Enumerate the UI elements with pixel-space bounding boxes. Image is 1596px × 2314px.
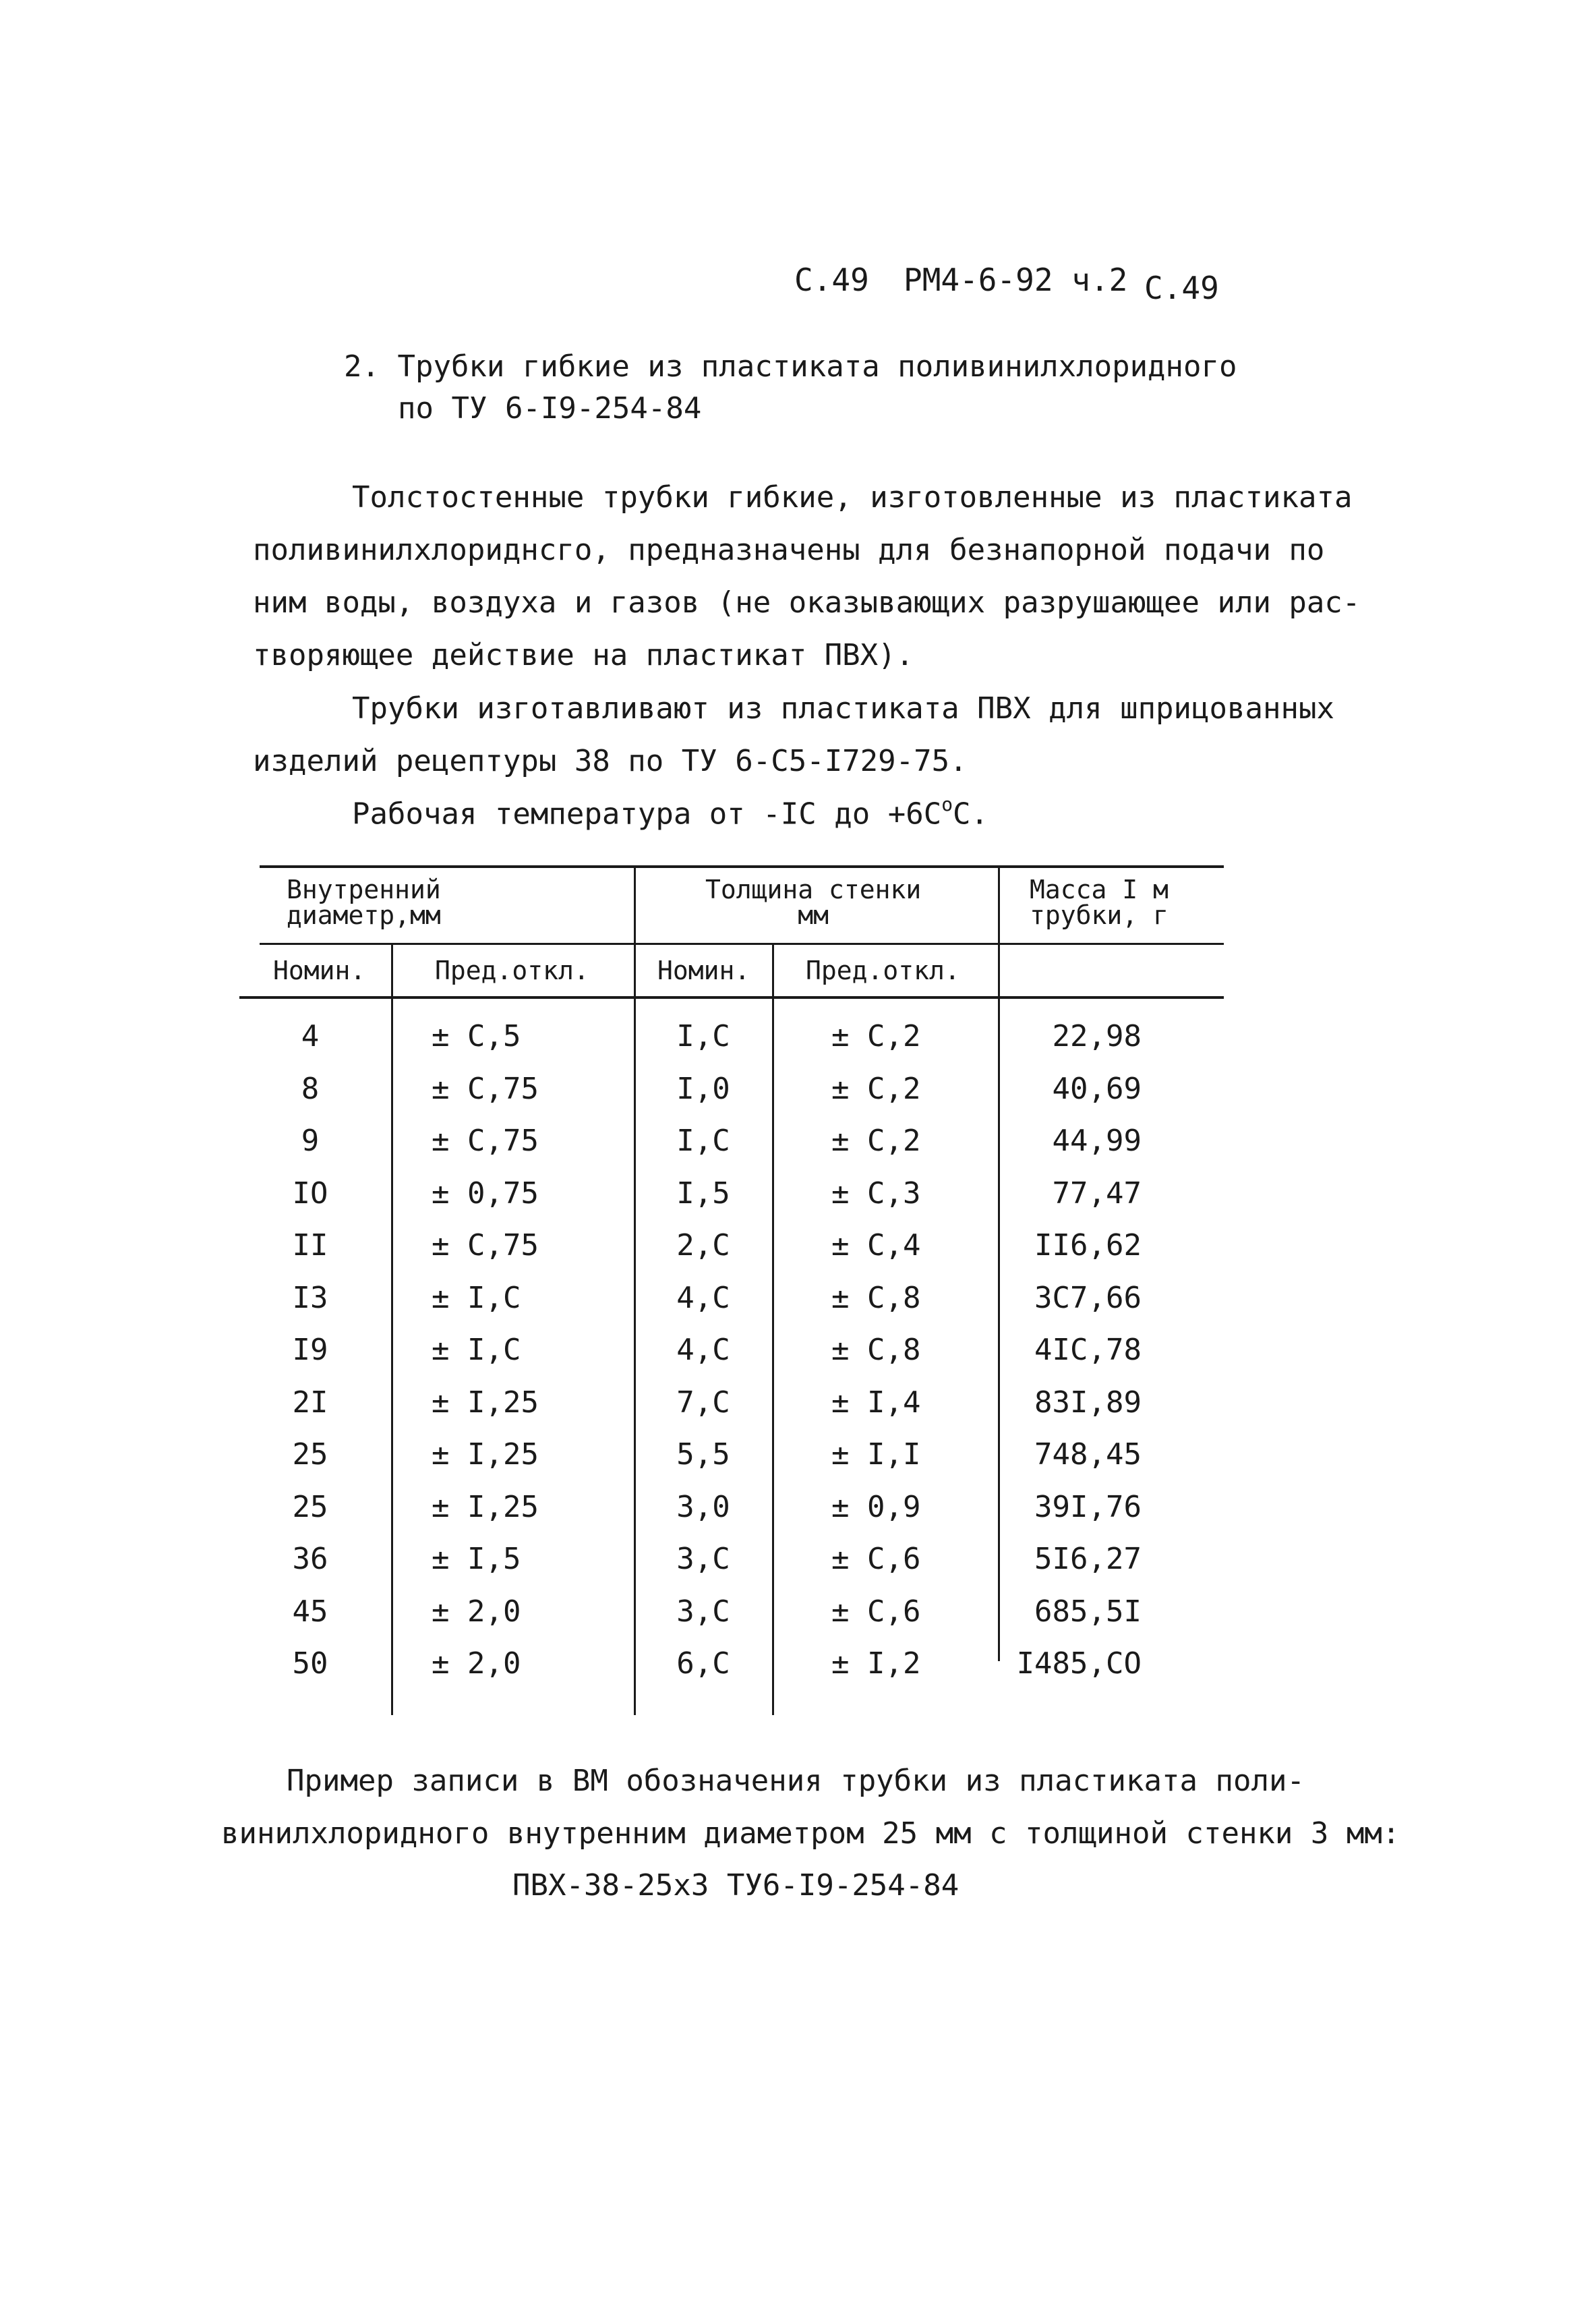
cell-inner-diameter: I3: [292, 1280, 328, 1315]
cell-diameter-deviation: ± 0,75: [432, 1176, 539, 1211]
cell-wall-deviation: ± С,2: [831, 1124, 921, 1158]
cell-wall-deviation: ± С,6: [831, 1594, 921, 1629]
cell-mass: 685,5I: [1034, 1594, 1142, 1629]
temperature-text: Рабочая температура от -IC до +6C: [352, 797, 942, 832]
cell-inner-diameter: 36: [292, 1542, 328, 1576]
cell-wall-deviation: ± С,8: [831, 1280, 921, 1315]
cell-diameter-deviation: ± С,75: [432, 1071, 539, 1106]
cell-inner-diameter: 45: [292, 1594, 328, 1629]
cell-wall-deviation: ± С,2: [831, 1071, 921, 1106]
example-designation: ПВХ-38-25х3 ТУ6-I9-254-84: [512, 1868, 959, 1903]
cell-wall-deviation: ± 0,9: [831, 1489, 921, 1524]
cell-diameter-deviation: ± I,25: [432, 1489, 539, 1524]
cell-diameter-deviation: ± 2,0: [432, 1594, 521, 1629]
cell-diameter-deviation: ± I,С: [432, 1280, 521, 1315]
header-inner-diameter-l1: Внутренний: [287, 875, 441, 904]
subheader-nominal-2: Номин.: [657, 956, 750, 985]
table-header-rule: [239, 996, 1224, 999]
header-mass: [1030, 877, 1169, 928]
cell-wall-thickness: 4,С: [676, 1280, 730, 1315]
cell-wall-thickness: 7,С: [676, 1385, 730, 1420]
cell-diameter-deviation: ± I,5: [432, 1542, 521, 1576]
table-vline-1: [391, 943, 393, 1715]
cell-mass: 3С7,66: [1034, 1280, 1142, 1315]
cell-inner-diameter: 4: [301, 1019, 320, 1053]
header-wall-thickness: [705, 877, 921, 928]
header-mass-l1: Масса I м: [1030, 875, 1169, 904]
cell-wall-deviation: ± С,8: [831, 1333, 921, 1367]
cell-diameter-deviation: ± I,С: [432, 1333, 521, 1367]
cell-wall-thickness: 4,С: [676, 1333, 730, 1367]
table-vline-3: [772, 943, 774, 1715]
cell-wall-thickness: 3,0: [676, 1489, 730, 1524]
cell-diameter-deviation: ± С,75: [432, 1228, 539, 1263]
paragraph2-line1: Трубки изготавливают из пластиката ПВХ для шприцованных: [352, 691, 1334, 726]
cell-mass: 5I6,27: [1034, 1542, 1142, 1576]
cell-mass: 40,69: [1052, 1071, 1142, 1106]
cell-wall-thickness: 3,С: [676, 1594, 730, 1629]
section-title-line2: по ТУ 6-I9-254-84: [398, 391, 702, 426]
subheader-deviation-1: Пред.откл.: [435, 956, 589, 985]
cell-mass: 4IС,78: [1034, 1333, 1142, 1367]
degree-sign: о: [941, 793, 953, 815]
header-wall-thickness-l2: мм: [798, 900, 829, 930]
cell-wall-deviation: ± С,6: [831, 1542, 921, 1576]
cell-wall-deviation: ± С,2: [831, 1019, 921, 1053]
cell-mass: 39I,76: [1034, 1489, 1142, 1524]
cell-diameter-deviation: ± С,5: [432, 1019, 521, 1053]
cell-diameter-deviation: ± I,25: [432, 1385, 539, 1420]
cell-diameter-deviation: ± 2,0: [432, 1646, 521, 1681]
header-inner-diameter-l2: диаметр,мм: [287, 900, 441, 930]
paragraph1-line2: поливинилхлориднсго, предназначены для безнапорной подачи по: [253, 533, 1325, 567]
cell-inner-diameter: 9: [301, 1124, 320, 1158]
paragraph1-line3: ним воды, воздуха и газов (не оказывающих разрушающее или рас-: [253, 585, 1361, 620]
cell-wall-deviation: ± I,2: [831, 1646, 921, 1681]
paragraph2-line2: изделий рецептуры 38 по ТУ 6-С5-I729-75.: [253, 744, 968, 778]
example-line1: Пример записи в ВМ обозначения трубки из пластиката поли-: [287, 1764, 1305, 1798]
cell-wall-thickness: 5,5: [676, 1437, 730, 1472]
cell-diameter-deviation: ± С,75: [432, 1124, 539, 1158]
table-vline-4: [998, 865, 1000, 1661]
cell-wall-thickness: I,С: [676, 1019, 730, 1053]
cell-wall-thickness: 2,С: [676, 1228, 730, 1263]
cell-inner-diameter: 8: [301, 1071, 320, 1106]
cell-mass: 77,47: [1052, 1176, 1142, 1211]
cell-inner-diameter: 25: [292, 1437, 328, 1472]
cell-wall-thickness: I,0: [676, 1071, 730, 1106]
section-title-line1: 2. Трубки гибкие из пластиката поливинилхлоридного: [344, 349, 1237, 384]
document-code: РМ4-6-92 ч.2: [904, 262, 1128, 298]
cell-wall-deviation: ± I,I: [831, 1437, 921, 1472]
cell-inner-diameter: IO: [292, 1176, 328, 1211]
cell-inner-diameter: I9: [292, 1333, 328, 1367]
cell-wall-thickness: 6,С: [676, 1646, 730, 1681]
temperature-unit: С.: [953, 797, 989, 832]
table-mid-rule: [260, 943, 1224, 945]
cell-wall-thickness: I,5: [676, 1176, 730, 1211]
cell-wall-thickness: I,С: [676, 1124, 730, 1158]
page-number-left: С.49: [794, 262, 869, 298]
cell-diameter-deviation: ± I,25: [432, 1437, 539, 1472]
header-inner-diameter: [287, 877, 441, 928]
cell-wall-deviation: ± I,4: [831, 1385, 921, 1420]
cell-wall-deviation: ± С,3: [831, 1176, 921, 1211]
cell-mass: 83I,89: [1034, 1385, 1142, 1420]
cell-inner-diameter: 2I: [292, 1385, 328, 1420]
header-mass-l2: трубки, г: [1030, 900, 1169, 930]
cell-mass: 748,45: [1034, 1437, 1142, 1472]
cell-inner-diameter: II: [292, 1228, 328, 1263]
cell-mass: 22,98: [1052, 1019, 1142, 1053]
paragraph1-line1: Толстостенные трубки гибкие, изготовленные из пластиката: [352, 480, 1353, 515]
header-wall-thickness-l1: Толщина стенки: [705, 875, 922, 904]
table-vline-2: [634, 865, 636, 1715]
paragraph1-line4: творяющее действие на пластикат ПВХ).: [253, 638, 914, 672]
subheader-nominal-1: Номин.: [273, 956, 366, 985]
page-number-right: С.49: [1144, 270, 1219, 306]
cell-wall-thickness: 3,С: [676, 1542, 730, 1576]
paragraph3-temperature: [352, 793, 989, 832]
cell-inner-diameter: 25: [292, 1489, 328, 1524]
cell-mass: II6,62: [1034, 1228, 1142, 1263]
cell-inner-diameter: 50: [292, 1646, 328, 1681]
table-top-rule: [260, 865, 1224, 868]
cell-mass: 44,99: [1052, 1124, 1142, 1158]
example-line2: винилхлоридного внутренним диаметром 25 мм с толщиной стенки 3 мм:: [221, 1816, 1400, 1851]
subheader-deviation-2: Пред.откл.: [806, 956, 960, 985]
cell-wall-deviation: ± С,4: [831, 1228, 921, 1263]
cell-mass: I485,СО: [1016, 1646, 1142, 1681]
